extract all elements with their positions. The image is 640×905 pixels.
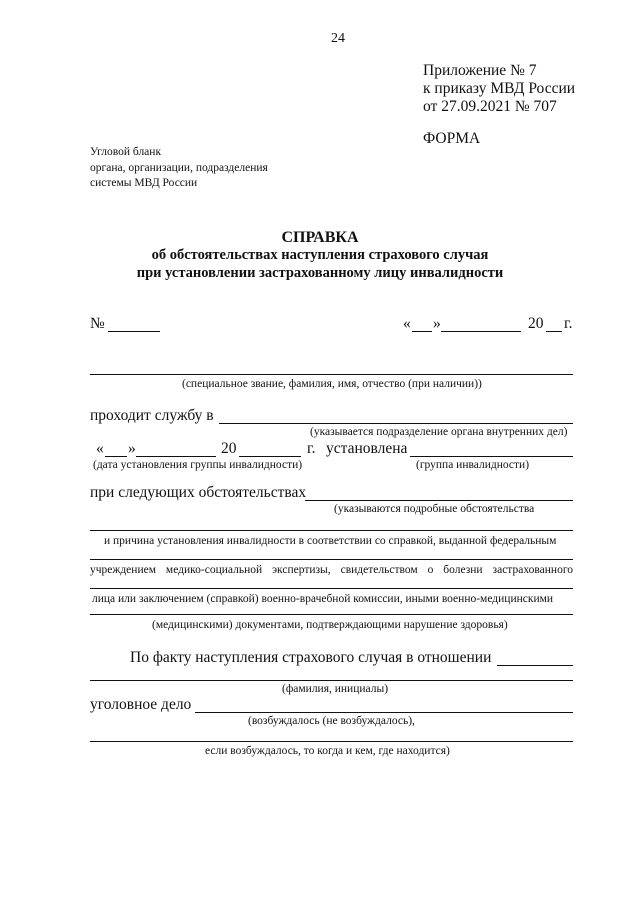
group-caption: (группа инвалидности) bbox=[416, 459, 530, 471]
disability-group-field[interactable] bbox=[410, 456, 573, 457]
fio-field[interactable] bbox=[90, 680, 573, 681]
circumstances-field-4[interactable] bbox=[90, 588, 573, 589]
number-field[interactable] bbox=[108, 331, 160, 332]
form-label: ФОРМА bbox=[423, 130, 481, 147]
serving-label: проходит службу в bbox=[90, 407, 214, 424]
group-date-year-prefix: 20 bbox=[221, 440, 237, 457]
case-status-caption: (возбуждалось (не возбуждалось), bbox=[248, 715, 415, 727]
group-date-day-field[interactable] bbox=[105, 456, 127, 457]
date-open-quote: « bbox=[403, 315, 411, 332]
corner-stamp-line-2: органа, организации, подразделения bbox=[90, 162, 268, 174]
group-date-month-field[interactable] bbox=[136, 456, 216, 457]
circumstances-field[interactable] bbox=[305, 500, 573, 501]
group-date-year-field[interactable] bbox=[239, 456, 301, 457]
case-where-caption: если возбуждалось, то когда и кем, где находится) bbox=[205, 745, 450, 757]
document-subtitle-2: при установлении застрахованному лицу инвалидности bbox=[136, 265, 504, 281]
group-date-open-quote: « bbox=[96, 440, 104, 457]
document-subtitle-1: об обстоятельствах наступления страхового случая bbox=[151, 247, 489, 263]
documents-caption: (медицинскими) документами, подтверждающими нарушение здоровья) bbox=[152, 619, 508, 631]
insurance-fact-label: По факту наступления страхового случая в отношении bbox=[130, 649, 492, 666]
date-month-field[interactable] bbox=[441, 331, 521, 332]
circumstances-field-2[interactable] bbox=[90, 530, 573, 531]
case-where-field[interactable] bbox=[90, 741, 573, 742]
established-label: установлена bbox=[326, 440, 408, 457]
appendix-line-2: к приказу МВД России bbox=[423, 80, 576, 97]
circumstances-field-3[interactable] bbox=[90, 559, 573, 560]
number-sign: № bbox=[90, 315, 105, 332]
appendix-line-3: от 27.09.2021 № 707 bbox=[423, 98, 557, 115]
date-group-caption: (дата установления группы инвалидности) bbox=[93, 459, 303, 471]
unit-caption: (указывается подразделение органа внутренних дел) bbox=[310, 426, 568, 438]
date-year-prefix: 20 bbox=[528, 315, 544, 332]
document-title: СПРАВКА bbox=[281, 229, 359, 246]
date-year-field[interactable] bbox=[546, 331, 562, 332]
group-date-close-quote: » bbox=[128, 440, 136, 457]
group-date-year-suffix: г. bbox=[307, 440, 316, 457]
date-day-field[interactable] bbox=[412, 331, 432, 332]
criminal-case-label: уголовное дело bbox=[90, 696, 192, 713]
circumstances-caption: (указываются подробные обстоятельства bbox=[334, 503, 535, 515]
name-caption: (специальное звание, фамилия, имя, отчество (при наличии)) bbox=[182, 378, 482, 390]
fio-caption: (фамилия, инициалы) bbox=[282, 683, 389, 695]
criminal-case-field[interactable] bbox=[195, 712, 573, 713]
name-field[interactable] bbox=[90, 374, 573, 375]
date-close-quote: » bbox=[433, 315, 441, 332]
corner-stamp-line-1: Угловой бланк bbox=[90, 146, 162, 158]
date-year-suffix: г. bbox=[564, 315, 573, 332]
circumstances-field-5[interactable] bbox=[90, 614, 573, 615]
corner-stamp-line-3: системы МВД России bbox=[90, 177, 198, 189]
reason-caption: и причина установления инвалидности в соответствии со справкой, выданной федеральным bbox=[104, 535, 557, 547]
person-caption: лица или заключением (справкой) военно-врачебной комиссии, иными военно-медицинскими bbox=[92, 593, 554, 605]
serving-unit-field[interactable] bbox=[219, 423, 573, 424]
page-number: 24 bbox=[331, 31, 345, 46]
institution-caption: учреждением медико-социальной экспертизы, свидетельством о болезни застрахованного bbox=[90, 564, 573, 576]
circumstances-label: при следующих обстоятельствах bbox=[90, 484, 307, 501]
insurance-fact-field[interactable] bbox=[497, 665, 573, 666]
appendix-line-1: Приложение № 7 bbox=[423, 62, 537, 79]
